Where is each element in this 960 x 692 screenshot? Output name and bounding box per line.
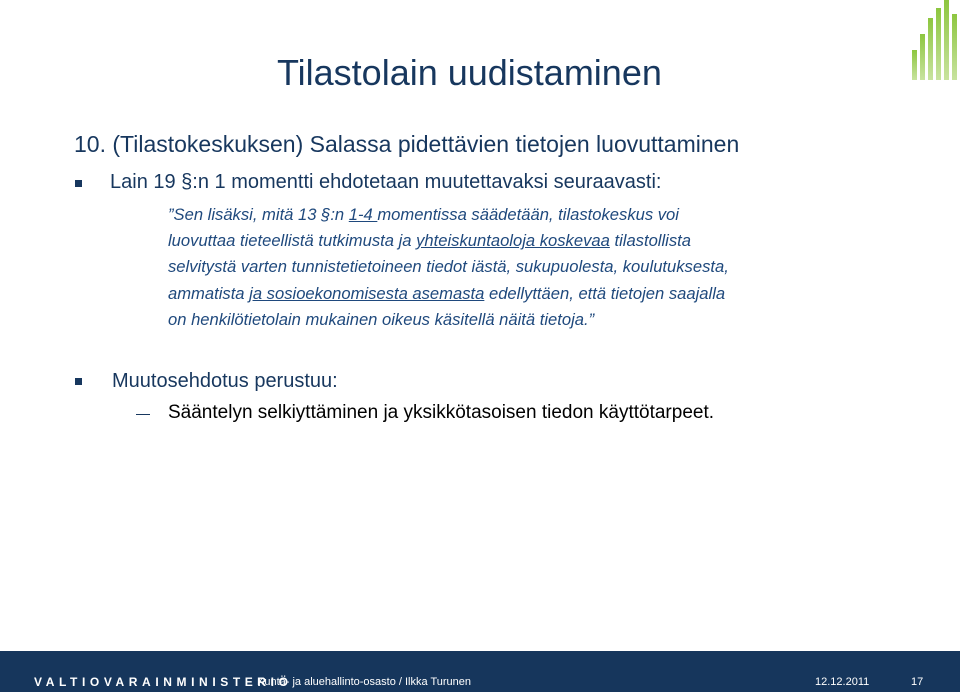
quote-line: luovuttaa tieteellistä tutkimusta ja yhteiskuntaoloja koskevaa tilastollista xyxy=(168,231,691,251)
bullet-law-section: Lain 19 §:n 1 momentti ehdotetaan muutettavaksi seuraavasti: xyxy=(110,171,662,193)
quote-line: ”Sen lisäksi, mitä 13 §:n 1-4 momentissa säädetään, tilastokeskus voi xyxy=(168,205,679,224)
bullet-proposal-basis: Muutosehdotus perustuu: xyxy=(112,370,338,392)
quote-line: selvitystä varten tunnistetietoineen tiedot iästä, sukupuolesta, koulutuksesta, xyxy=(168,257,729,277)
quote-line: on henkilötietolain mukainen oikeus käsitellä näitä tietoja.” xyxy=(168,309,595,329)
bullet-square-icon xyxy=(75,180,82,187)
quote-line: ammatista ja sosioekonomisesta asemasta edellyttäen, että tietojen saajalla xyxy=(168,283,726,303)
bullet-square-icon xyxy=(75,378,82,385)
section-heading: 10. (Tilastokeskuksen) Salassa pidettävien tietojen luovuttaminen xyxy=(74,131,740,157)
ministry-wordmark: VALTIOVARAINMINISTERIÖ xyxy=(34,675,293,689)
sub-bullet-clarification: Sääntelyn selkiyttäminen ja yksikkötasoisen tiedon käyttötarpeet. xyxy=(168,402,715,423)
footer-department: Kunta- ja aluehallinto-osasto / Ilkka Turunen xyxy=(257,676,472,688)
ministry-logo-bars xyxy=(910,0,960,80)
quoted-law-text xyxy=(168,202,908,333)
page-number: 17 xyxy=(911,676,924,688)
footer-date: 12.12.2011 xyxy=(815,676,870,688)
dash-bullet-icon xyxy=(136,414,150,415)
slide-title: Tilastolain uudistaminen xyxy=(277,52,662,93)
footer-bar xyxy=(0,651,960,692)
